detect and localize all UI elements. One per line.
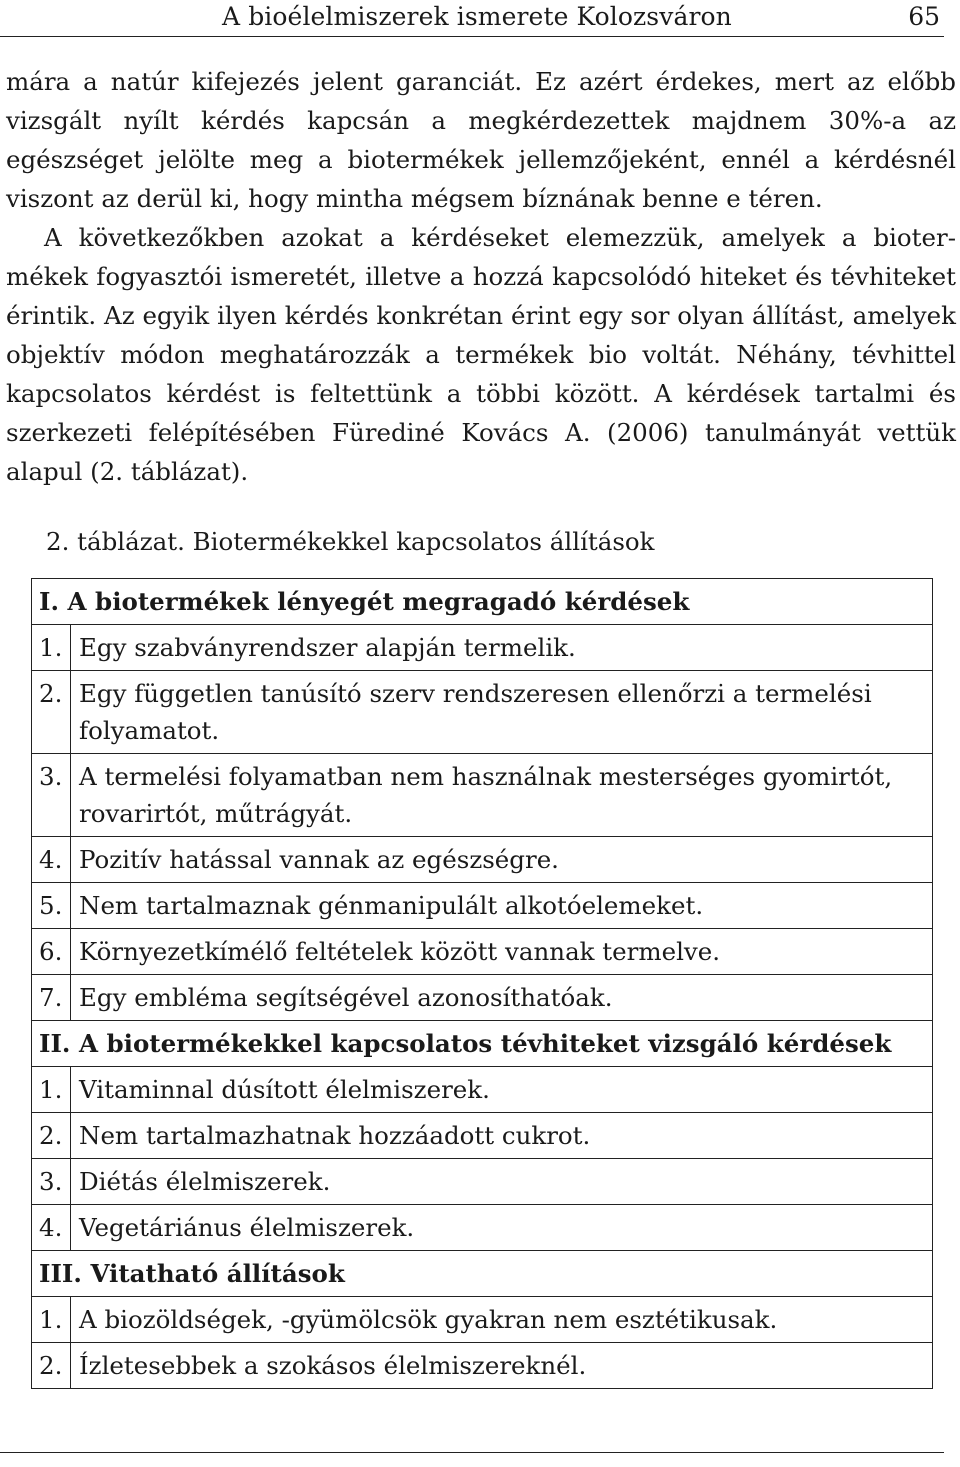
row-text: Egy embléma segítségével azonosíthatóak. [71,975,933,1021]
row-text: Egy szabványrendszer alapján termelik. [71,625,933,671]
row-number: 6. [32,929,71,975]
table-section-heading [32,579,933,625]
row-text: Környezetkímélő feltételek között vannak termelve. [71,929,933,975]
body-text [6,62,956,491]
row-number: 2. [32,1343,71,1389]
paragraph-1: mára a natúr kifejezés jelent garanciát. Ez azért érdekes, mert az előbb vizsgált nyílt kérdés kapcsán a megkérdezettek majdnem 30%-a az egészséget jelölte meg a biotermékek jellemzőjeként, ennél a kérdésnél viszont az derül ki, hogy mintha mégsem bíznának benne e téren. [6,67,956,213]
section-heading-3: III. Vitatható állítások [32,1251,933,1297]
table-row [32,883,933,929]
table-row [32,1067,933,1113]
row-number: 3. [32,1159,71,1205]
row-number: 1. [32,625,71,671]
row-number: 4. [32,837,71,883]
section-heading-2: II. A biotermékekkel kapcsolatos tévhiteket vizsgáló kérdések [32,1021,933,1067]
row-number: 1. [32,1067,71,1113]
row-text: Diétás élelmiszerek. [71,1159,933,1205]
table-row [32,1205,933,1251]
row-text: Vitaminnal dúsított élelmiszerek. [71,1067,933,1113]
row-text: Nem tartalmazhatnak hozzáadott cukrot. [71,1113,933,1159]
table-row [32,754,933,837]
row-number: 2. [32,671,71,754]
table-row [32,1159,933,1205]
paragraph-2: A következőkben azokat a kérdéseket elemezzük, amelyek a biotermékek fogyasztói ismeretét, illetve a hozzá kapcsolódó hiteket és tévhiteket érintik. Az egyik ilyen kérdés konkrétan érint egy sor olyan állítást, amelyek objektív módon meghatározzák a termékek bio voltát. Néhány, tévhittel kapcsolatos kérdést is feltettünk a többi között. A kérdések tartalmi és szerkezeti felépítésében Fürediné Kovács A. (2006) tanulmányát vettük alapul (2. táblázat). [6,223,956,486]
row-number: 2. [32,1113,71,1159]
table-row [32,837,933,883]
table-row [32,1113,933,1159]
table-row [32,975,933,1021]
table-row [32,1343,933,1389]
table-caption: 2. táblázat. Biotermékekkel kapcsolatos állítások [46,527,655,556]
table-row [32,625,933,671]
row-text: Ízletesebbek a szokásos élelmiszereknél. [71,1343,933,1389]
table-row [32,1297,933,1343]
row-number: 1. [32,1297,71,1343]
table-row [32,671,933,754]
bottom-rule [0,1452,944,1453]
claims-table [31,578,933,1389]
row-number: 5. [32,883,71,929]
page-number: 65 [908,2,940,31]
row-text: Pozitív hatással vannak az egészségre. [71,837,933,883]
section-heading-1: I. A biotermékek lényegét megragadó kérdések [32,579,933,625]
row-text: Egy független tanúsító szerv rendszeresen ellenőrzi a termelési folyamatot. [71,671,933,754]
row-text: A termelési folyamatban nem használnak mesterséges gyomirtót, rovarirtót, műtrágyát. [71,754,933,837]
page-header [0,0,944,37]
row-number: 7. [32,975,71,1021]
table-section-heading [32,1021,933,1067]
row-number: 3. [32,754,71,837]
row-number: 4. [32,1205,71,1251]
row-text: A biozöldségek, -gyümölcsök gyakran nem esztétikusak. [71,1297,933,1343]
row-text: Nem tartalmaznak génmanipulált alkotóelemeket. [71,883,933,929]
running-title: A bioélelmiszerek ismerete Kolozsváron [222,2,732,31]
table-section-heading [32,1251,933,1297]
table-row [32,929,933,975]
row-text: Vegetáriánus élelmiszerek. [71,1205,933,1251]
